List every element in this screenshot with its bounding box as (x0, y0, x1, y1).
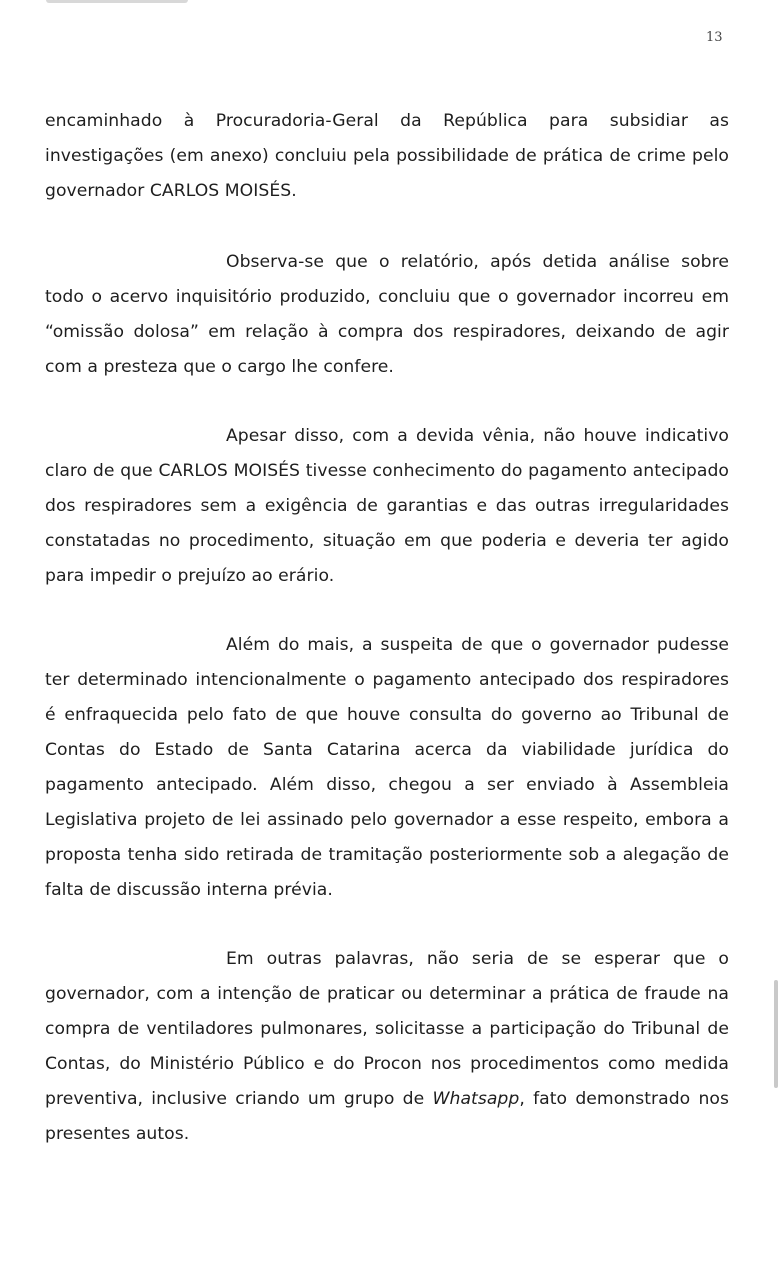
paragraph-5-text-after: , fato demonstrado nos presentes autos. (45, 1089, 729, 1144)
paragraph-1: encaminhado à Procuradoria-Geral da República para subsidiar as investigações (em anexo) concluiu pela possibilidade de prática de crime pelo governador CARLOS MOISÉS. (45, 111, 729, 201)
paragraph-2: Observa-se que o relatório, após detida análise sobre todo o acervo inquisitório produzido, concluiu que o governador incorreu em “omissão dolosa” em relação à compra dos respiradores, deixando de agir com a presteza que o cargo lhe confere. (45, 252, 729, 377)
paragraph-4: Além do mais, a suspeita de que o governador pudesse ter determinado intencionalmente o pagamento antecipado dos respiradores é enfraquecida pelo fato de que houve consulta do governo ao Tribunal de Contas do Estado de Santa Catarina acerca da viabilidade jurídica do pagamento antecipado. Além disso, chegou a ser enviado à Assembleia Legislativa projeto de lei assinado pelo governador a esse respeito, embora a proposta tenha sido retirada de tramitação posteriormente sob a alegação de falta de discussão interna prévia. (45, 635, 729, 900)
paragraph-5-italic-term: Whatsapp (432, 1089, 520, 1109)
paragraph-5 (45, 942, 729, 1152)
scrollbar-thumb[interactable] (774, 980, 778, 1088)
paragraph-5-text-before: Em outras palavras, não seria de se esperar que o governador, com a intenção de praticar ou determinar a prática de fraude na compra de ventiladores pulmonares, solicitasse a participação do Tribunal de Contas, do Ministério Público e do Procon nos procedimentos como medida preventiva, inclusive criando um grupo de (45, 949, 729, 1109)
document-body (45, 104, 729, 1186)
page-number: 13 (706, 30, 723, 45)
page-edge-artifact (46, 0, 188, 3)
paragraph-3: Apesar disso, com a devida vênia, não houve indicativo claro de que CARLOS MOISÉS tivesse conhecimento do pagamento antecipado dos respiradores sem a exigência de garantias e das outras irregularidades constatadas no procedimento, situação em que poderia e deveria ter agido para impedir o prejuízo ao erário. (45, 426, 729, 586)
